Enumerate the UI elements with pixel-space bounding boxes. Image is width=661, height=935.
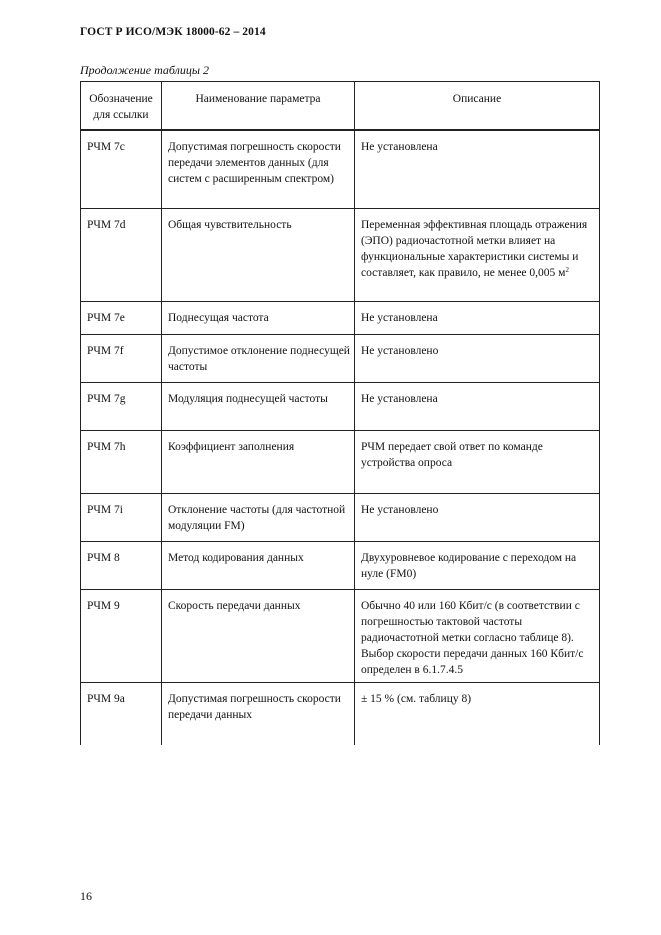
row-description: РЧМ передает свой ответ по команде устройства опроса bbox=[355, 431, 600, 494]
row-description: Обычно 40 или 160 Кбит/с (в соответствии с погрешностью тактовой частоты радиочастотной метки согласно таблице 8). Выбор скорости передачи данных 160 Кбит/с определен в 6.1.7.4.5 bbox=[355, 590, 600, 683]
table-row bbox=[81, 542, 600, 590]
row-parameter-name: Допустимая погрешность скорости передачи данных bbox=[162, 683, 355, 746]
row-parameter-name: Общая чувствительность bbox=[162, 209, 355, 302]
unit-exponent: 2 bbox=[565, 266, 569, 274]
table-header-row bbox=[81, 82, 600, 131]
table-row bbox=[81, 431, 600, 494]
column-header-description: Описание bbox=[355, 82, 600, 131]
row-code: РЧМ 7е bbox=[81, 302, 162, 335]
row-parameter-name: Допустимая погрешность скорости передачи элементов данных (для систем с расширенным спектром) bbox=[162, 130, 355, 209]
row-parameter-name: Скорость передачи данных bbox=[162, 590, 355, 683]
row-code: РЧМ 7h bbox=[81, 431, 162, 494]
row-parameter-name: Поднесущая частота bbox=[162, 302, 355, 335]
document-header: ГОСТ Р ИСО/МЭК 18000-62 – 2014 bbox=[80, 26, 266, 38]
description-text: Переменная эффективная площадь отражения (ЭПО) радиочастотной метки влияет на функциональные характеристики системы и составляет, как правило, не менее 0,005 м bbox=[361, 219, 588, 279]
row-description: Не установлена bbox=[355, 302, 600, 335]
table-row bbox=[81, 130, 600, 209]
row-code: РЧМ 8 bbox=[81, 542, 162, 590]
row-code: РЧМ 7d bbox=[81, 209, 162, 302]
table-row bbox=[81, 209, 600, 302]
row-code: РЧМ 7f bbox=[81, 335, 162, 383]
row-code: РЧМ 9а bbox=[81, 683, 162, 746]
row-code: РЧМ 9 bbox=[81, 590, 162, 683]
row-description: Двухуровневое кодирование с переходом на нуле (FM0) bbox=[355, 542, 600, 590]
row-description: Не установлено bbox=[355, 335, 600, 383]
row-description: ± 15 % (см. таблицу 8) bbox=[355, 683, 600, 746]
row-parameter-name: Отклонение частоты (для частотной модуляции FM) bbox=[162, 494, 355, 542]
table-caption: Продолжение таблицы 2 bbox=[80, 63, 210, 77]
row-code: РЧМ 7g bbox=[81, 383, 162, 431]
row-parameter-name: Коэффициент заполнения bbox=[162, 431, 355, 494]
row-parameter-name: Допустимое отклонение поднесущей частоты bbox=[162, 335, 355, 383]
page-number: 16 bbox=[80, 889, 92, 903]
parameters-table bbox=[80, 81, 600, 745]
table-row bbox=[81, 590, 600, 683]
row-parameter-name: Метод кодирования данных bbox=[162, 542, 355, 590]
column-header-code: Обозначение для ссылки bbox=[81, 82, 162, 131]
row-description: Не установлена bbox=[355, 130, 600, 209]
row-description: Не установлена bbox=[355, 383, 600, 431]
row-code: РЧМ 7i bbox=[81, 494, 162, 542]
row-code: РЧМ 7с bbox=[81, 130, 162, 209]
table-row bbox=[81, 335, 600, 383]
row-parameter-name: Модуляция поднесущей частоты bbox=[162, 383, 355, 431]
row-description bbox=[355, 209, 600, 302]
table-row bbox=[81, 383, 600, 431]
table-row bbox=[81, 683, 600, 746]
row-description: Не установлено bbox=[355, 494, 600, 542]
table-row bbox=[81, 494, 600, 542]
table-row bbox=[81, 302, 600, 335]
column-header-name: Наименование параметра bbox=[162, 82, 355, 131]
